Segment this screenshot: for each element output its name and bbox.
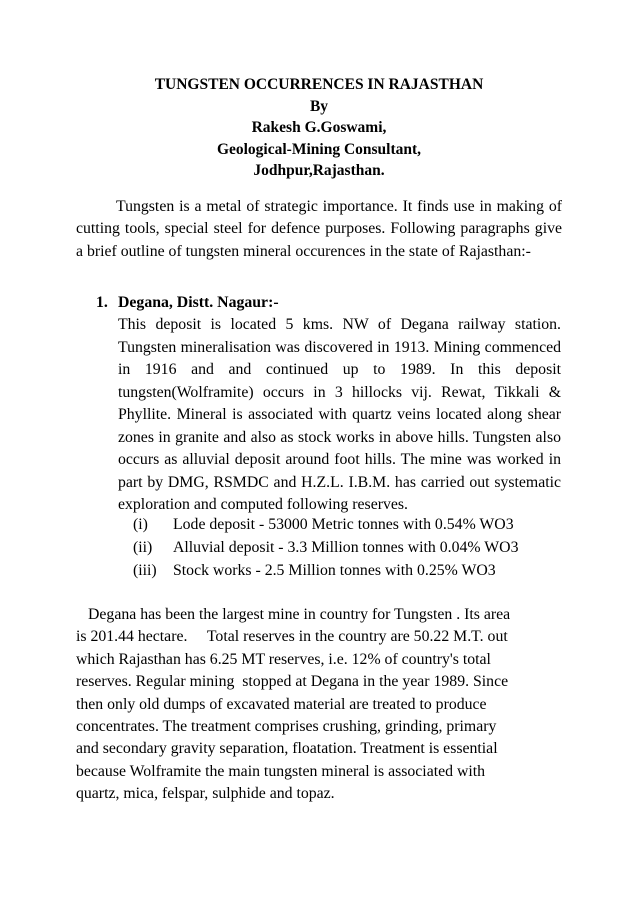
list-item-number: (ii) (133, 539, 153, 556)
summary-line: quartz, mica, felspar, sulphide and topaz. (76, 785, 335, 803)
list-item-text: Stock works - 2.5 Million tonnes with 0.25% WO3 (173, 562, 496, 579)
list-item-text: Alluvial deposit - 3.3 Million tonnes with 0.04% WO3 (173, 539, 519, 556)
document-heading (76, 74, 562, 182)
summary-line: concentrates. The treatment comprises crushing, grinding, primary (76, 718, 497, 736)
author-name: Rakesh G.Goswami, (251, 119, 387, 137)
list-item-number: (iii) (133, 562, 157, 579)
section-number: 1. (96, 294, 108, 311)
author-location: Jodhpur,Rajasthan. (253, 162, 385, 180)
list-item (133, 536, 518, 559)
section-body: This deposit is located 5 kms. NW of Degana railway station. Tungsten mineralisation was discovered in 1913. Mining commenced in 1916 and and continued up to 1989. In this deposit tungsten(Wolframite) occurs in 3 hillocks vij. Rewat, Tikkali & Phyllite. Mineral is associated with quartz veins located along shear zones in granite and also as stock works in above hills. Tungsten also occurs as alluvial deposit around foot hills. The mine was worked in part by DMG, RSMDC and H.Z.L. I.B.M. has carried out systematic exploration and computed following reserves. (118, 316, 561, 513)
reserves-list (133, 513, 518, 582)
byline: By (309, 97, 329, 115)
summary-line: which Rajasthan has 6.25 MT reserves, i.e. 12% of country's total (76, 650, 491, 668)
author-role: Geological-Mining Consultant, (216, 140, 422, 158)
summary-line: then only old dumps of excavated material are treated to produce (76, 695, 487, 713)
intro-text: Tungsten is a metal of strategic importance. It finds use in making of cutting tools, special steel for defence purposes. Following paragraphs give a brief outline of tungsten mineral occurences in the state of Rajasthan:- (76, 198, 562, 260)
summary-paragraph (76, 604, 546, 806)
summary-line: because Wolframite the main tungsten mineral is associated with (76, 762, 486, 780)
intro-paragraph (76, 196, 562, 263)
list-item (133, 513, 518, 536)
list-item (133, 559, 518, 582)
summary-line: is 201.44 hectare. Total reserves in the country are 50.22 M.T. out (76, 628, 508, 646)
document-title: TUNGSTEN OCCURRENCES IN RAJASTHAN (154, 76, 484, 93)
list-item-number: (i) (133, 516, 148, 533)
summary-line: reserves. Regular mining stopped at Degana in the year 1989. Since (76, 673, 509, 691)
list-item-text: Lode deposit - 53000 Metric tonnes with 0.54% WO3 (173, 516, 514, 533)
summary-line: Degana has been the largest mine in country for Tungsten . Its area (88, 606, 511, 623)
summary-line: and secondary gravity separation, floatation. Treatment is essential (76, 740, 498, 758)
section-title: Degana, Distt. Nagaur:- (118, 294, 279, 311)
